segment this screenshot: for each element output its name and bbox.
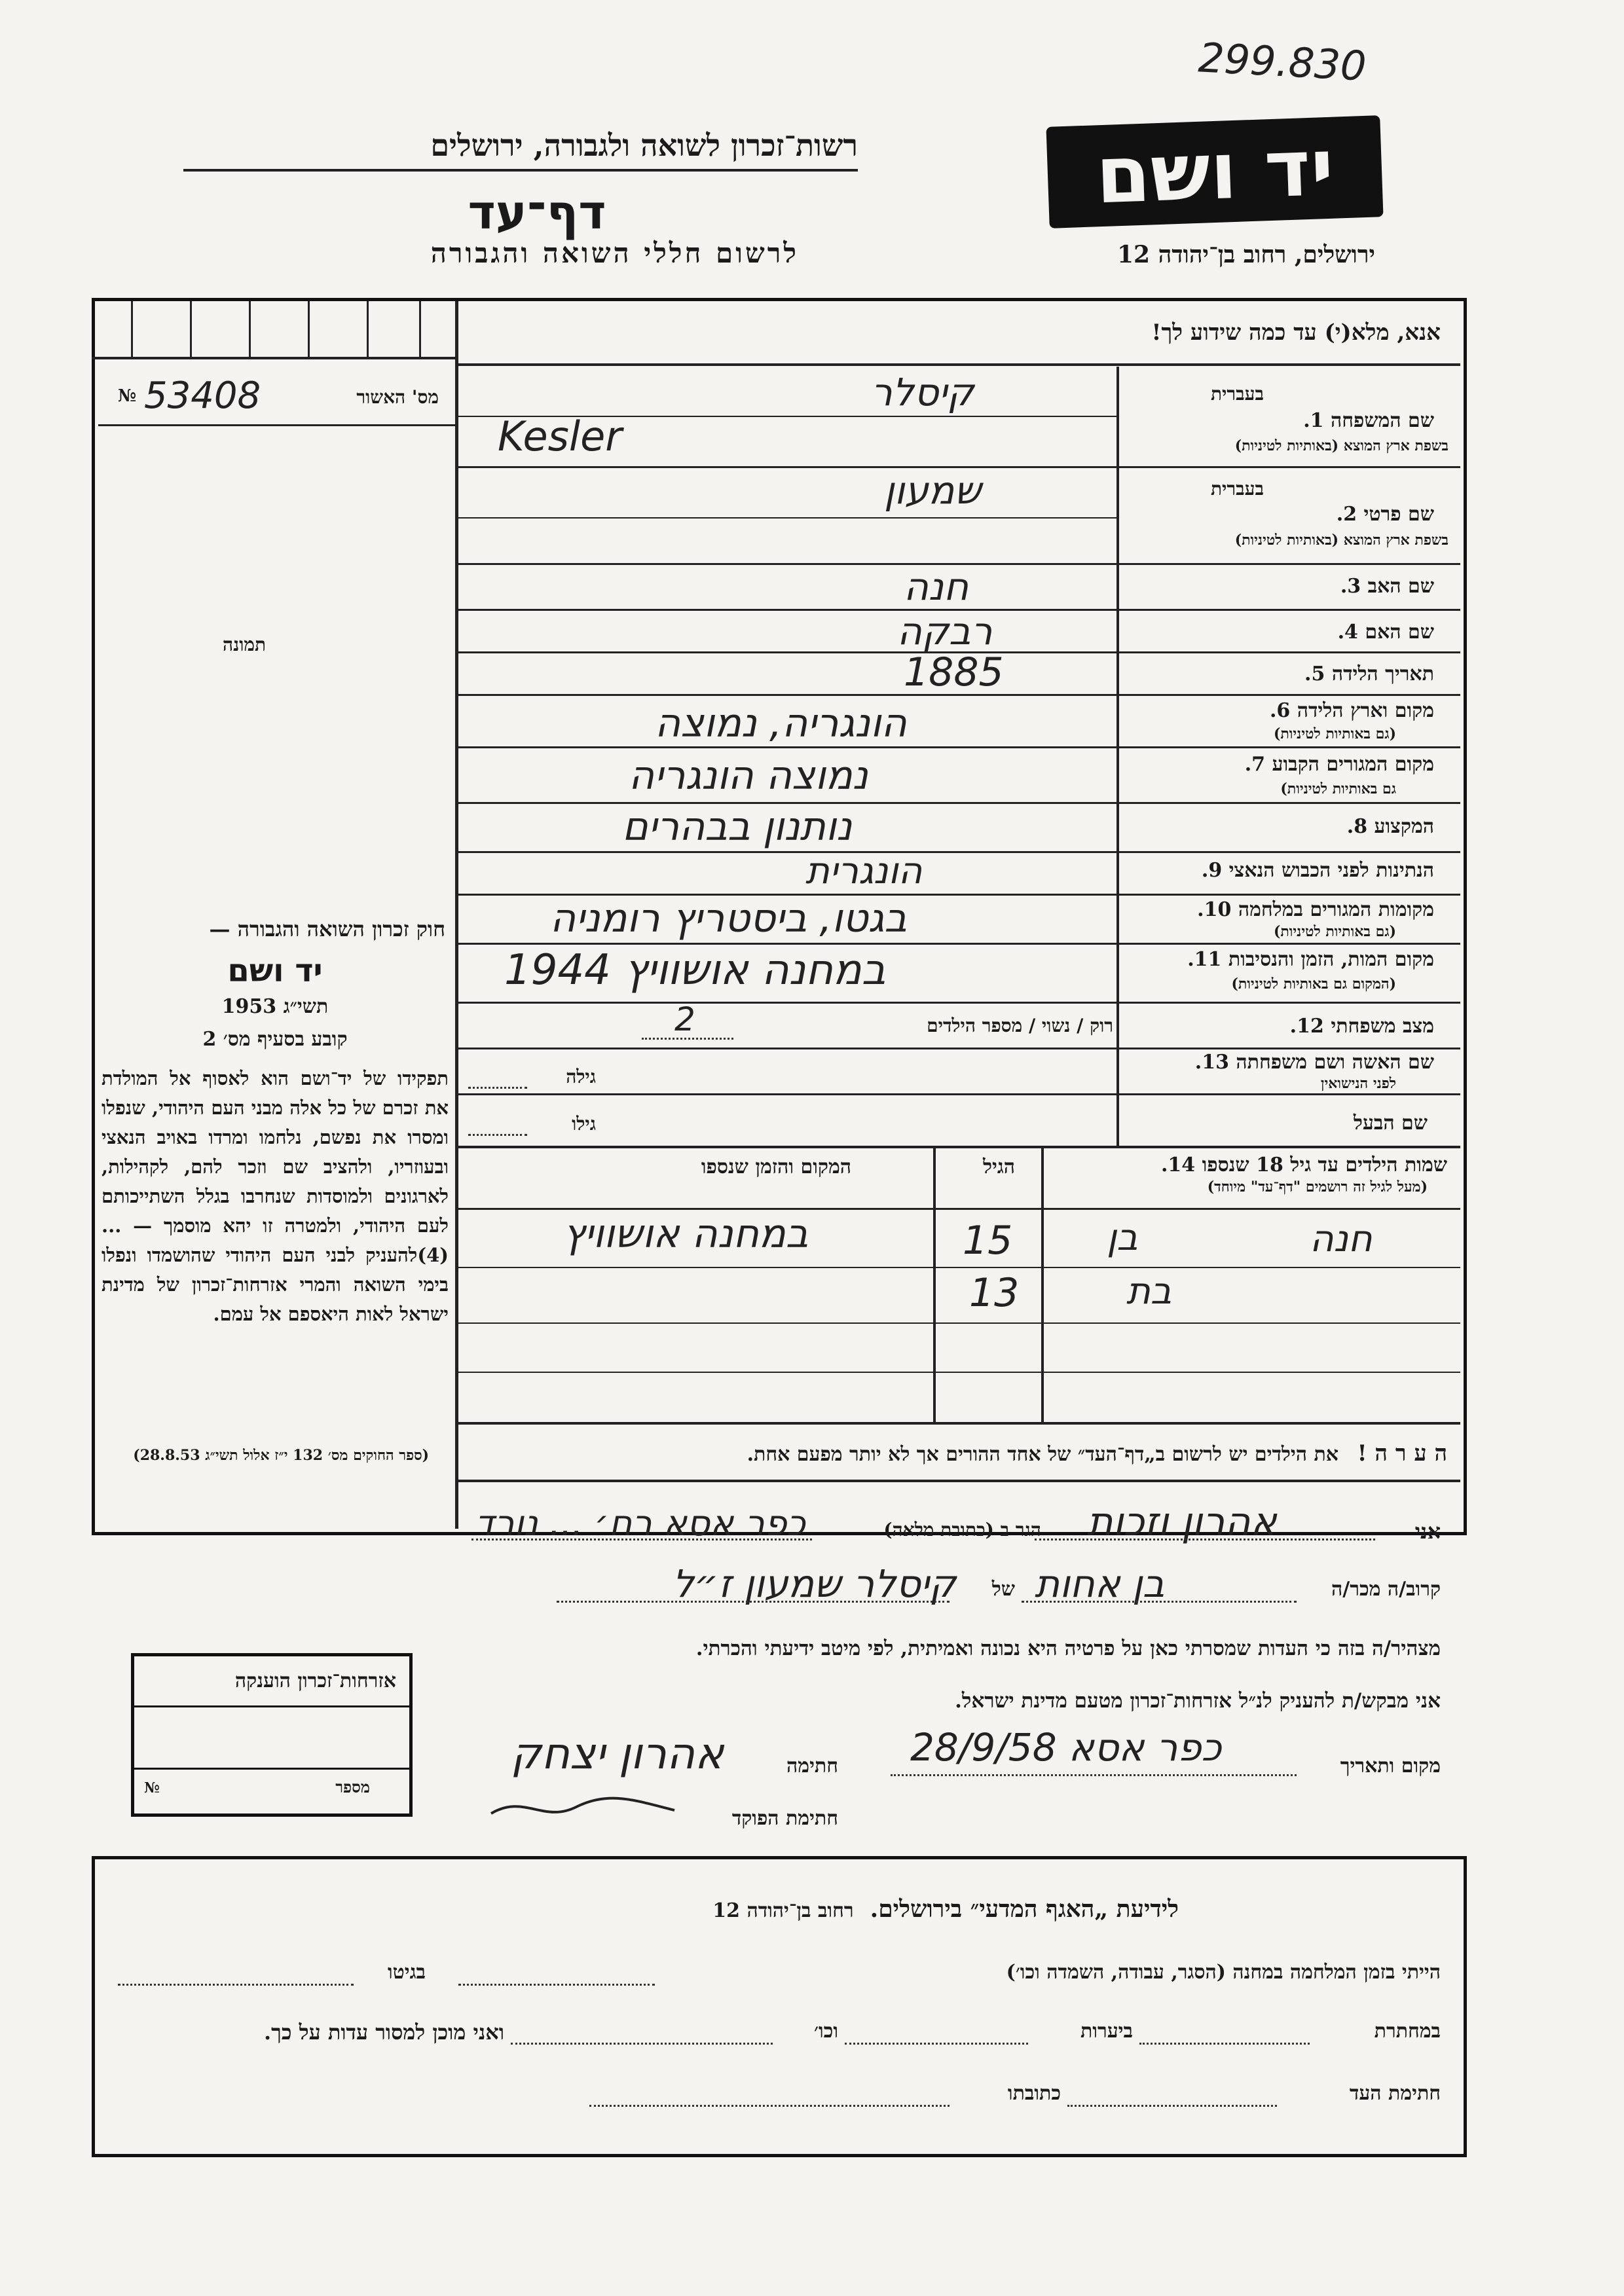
footer-address-label: כתובתו bbox=[1007, 2082, 1061, 2105]
archive-number: 299.830 bbox=[1197, 33, 1368, 90]
field-5-value: 1885 bbox=[904, 649, 1004, 695]
footer-witness-signature-label: חתימת העד bbox=[1349, 2082, 1441, 2105]
field-8-label: המקצוע 8. bbox=[1346, 815, 1434, 838]
child-1-place: במחנה אושוויץ bbox=[563, 1211, 809, 1257]
husband-name-label: שם הבעל bbox=[1353, 1112, 1428, 1135]
field-1-sublabel: בשפת ארץ המוצא (באותיות לטיניות) bbox=[1234, 437, 1449, 454]
footer-underground-label: במחתרת bbox=[1374, 2020, 1441, 2043]
signature-label: חתימה bbox=[786, 1755, 838, 1777]
header-address: ירושלים, רחוב בן־יהודה 12 bbox=[1116, 241, 1375, 268]
husband-age-label: גילו bbox=[572, 1113, 596, 1135]
field-2-hebrew-label: בעברית bbox=[1210, 478, 1264, 500]
child-1-age: 15 bbox=[963, 1218, 1013, 1264]
registration-label: מס' האשור bbox=[356, 386, 439, 408]
law-year: תשי״ג 1953 bbox=[221, 995, 329, 1018]
footer-forests-label: ביערות bbox=[1080, 2020, 1133, 2043]
children-count: 2 bbox=[674, 1000, 695, 1038]
children-age-header: הגיל bbox=[982, 1156, 1015, 1178]
intro-text: אנא, מלא(י) עד כמה שידוע לך! bbox=[1151, 319, 1441, 346]
field-6-sublabel: (גם באותיות לטיניות) bbox=[1273, 725, 1396, 742]
field-11-sublabel: (המקום גם באותיות לטיניות) bbox=[1231, 975, 1396, 993]
witness-resides-label: הגר ב (כתובת מלאה) bbox=[883, 1519, 1041, 1540]
yad-vashem-logo bbox=[1046, 115, 1383, 228]
field-10-sublabel: (גם באותיות לטיניות) bbox=[1273, 923, 1396, 940]
field-2-value-hebrew: שמעון bbox=[884, 468, 982, 513]
field-11-value: במחנה אושוויץ 1944 bbox=[504, 946, 886, 994]
note-text: את הילדים יש לרשום ב„דף־העד״ של אחד ההורים אך לא יותר מפעם אחת. bbox=[747, 1443, 1339, 1466]
footer-title: לידיעת „האגף המדעי״ בירושלים. רחוב בן־יהודה 12 bbox=[712, 1895, 1179, 1923]
field-6-value: הונגריה, נמוצה bbox=[655, 701, 907, 746]
footer-testimony-label: ואני מוכן למסור עדות על כך. bbox=[263, 2020, 504, 2045]
field-13-label: שם האשה ושם משפחתה 13. bbox=[1194, 1051, 1434, 1074]
law-title: חוק זכרון השואה והגבורה — bbox=[209, 917, 445, 941]
place-date-value: כפר אסא 28/9/58 bbox=[910, 1725, 1222, 1770]
witness-relation: בן אחות bbox=[1035, 1561, 1165, 1606]
field-7-value: נמוצה הונגריה bbox=[629, 753, 868, 799]
note-row bbox=[465, 1440, 1447, 1467]
place-date-label: מקום ותאריך bbox=[1340, 1755, 1441, 1777]
field-7-sublabel: גם באותיות לטיניות) bbox=[1280, 780, 1396, 797]
officer-signature-scribble bbox=[485, 1787, 681, 1827]
child-2-age: 13 bbox=[969, 1270, 1020, 1316]
note-label: ה ע ר ה ! bbox=[1357, 1440, 1447, 1467]
footer-etc-label: וכו׳ bbox=[814, 2020, 838, 2043]
footer-line-1: הייתי בזמן המלחמה במחנה (הסגר, עבודה, השמדה וכו׳) bbox=[1006, 1961, 1441, 1984]
citizenship-number-label: מספר bbox=[335, 1777, 370, 1796]
footer-line-1-end: בגיטו bbox=[387, 1961, 426, 1984]
witness-declaration: מצהיר/ה בזה כי העדות שמסרתי כאן על פרטיה היא נכונה ואמיתית, לפי מיטב ידיעתי והכרתי. bbox=[695, 1637, 1441, 1660]
law-body: תפקידו של יד־ושם הוא לאסוף אל המולדת את זכרם של כל אלה מבני העם היהודי, שנפלו ומסרו את נפשם, נלחמו ומרדו באויב הנאצי ובעוזריו, ולהציב שם וזכר להם, לקהילות, לארגונים ולמוסדות שנחרבו בגלל השתייכותם לעם היהודי, ולמטרה זו יהא מוסמך — ...(4)להעניק לבני העם היהודי שהושמדו ונפלו בימי השואה והמרי אזרחות־זכרון של מדינת ישראל לאות היאספם אל עמם. bbox=[101, 1067, 449, 1325]
field-9-value: הונגרית bbox=[805, 850, 923, 892]
child-2-gender: בת bbox=[1126, 1270, 1172, 1313]
field-12-label: מצב משפחתי 12. bbox=[1289, 1015, 1434, 1038]
citizenship-box bbox=[131, 1653, 413, 1817]
field-8-value: נותנון בבהרים bbox=[622, 804, 853, 850]
witness-of-label: של bbox=[991, 1578, 1015, 1601]
field-3-value: חנה bbox=[904, 564, 969, 609]
witness-name: אהרון וזכות bbox=[1087, 1499, 1277, 1545]
children-place-header: המקום והזמן שנספו bbox=[701, 1156, 851, 1178]
field-11-label: מקום המות, הזמן והנסיבות 11. bbox=[1187, 948, 1434, 971]
officer-signature-label: חתימת הפוקד bbox=[731, 1807, 838, 1830]
form-title: דף־עד bbox=[468, 185, 606, 240]
form-subtitle: לרשום חללי השואה והגבורה bbox=[430, 237, 799, 269]
witness-i-label: אני bbox=[1414, 1519, 1441, 1544]
field-10-label: מקומות המגורים במלחמה 10. bbox=[1197, 898, 1434, 921]
field-7-label: מקום המגורים הקבוע 7. bbox=[1244, 753, 1434, 776]
child-1-name: חנה bbox=[1310, 1218, 1373, 1260]
field-5-label: תאריך הלידה 5. bbox=[1304, 663, 1434, 685]
scribble-svg bbox=[485, 1787, 681, 1827]
field-1-label: שם המשפחה 1. bbox=[1303, 409, 1434, 432]
field-9-label: הנתינות לפני הכבוש הנאצי 9. bbox=[1201, 859, 1434, 882]
witness-of-name: קיסלר שמעון ז״ל bbox=[672, 1561, 956, 1606]
witness-address: כפר אסא רח׳ ... נורד bbox=[475, 1503, 805, 1544]
child-1-gender: בן bbox=[1107, 1216, 1138, 1259]
authority-title: רשות־זכרון לשואה ולגבורה, ירושלים bbox=[430, 128, 858, 163]
law-section: קובע בסעיף מס׳ 2 bbox=[202, 1028, 348, 1051]
field-1-hebrew-label: בעברית bbox=[1210, 383, 1264, 405]
field-14-sublabel: (מעל לגיל זה רושמים "דף־עד" מיוחד) bbox=[1207, 1178, 1428, 1195]
wife-age-label: גילה bbox=[566, 1066, 596, 1087]
field-4-label: שם האם 4. bbox=[1337, 621, 1434, 644]
field-4-value: רבקה bbox=[897, 609, 993, 653]
field-1-value-latin: Kesler bbox=[498, 412, 622, 460]
registration-no-symbol: № bbox=[118, 386, 137, 406]
field-1-value-hebrew: קיסלר bbox=[871, 370, 974, 414]
photo-label: תמונה bbox=[223, 634, 267, 655]
witness-signature: אהרון יצחק bbox=[511, 1728, 724, 1779]
field-6-label: מקום וארץ הלידה 6. bbox=[1269, 699, 1434, 722]
citizenship-title: אזרחות־זכרון הוענקה bbox=[234, 1669, 396, 1692]
field-13-sublabel: לפני הנישואין bbox=[1320, 1075, 1396, 1092]
witness-relative-label: קרוב/ה מכר/ה bbox=[1331, 1578, 1441, 1601]
field-2-sublabel: בשפת ארץ המוצא (באותיות לטיניות) bbox=[1234, 532, 1449, 549]
logo-text: יד ושם bbox=[1094, 122, 1336, 222]
field-14-label: שמות הילדים עד גיל 18 שנספו 14. bbox=[1160, 1154, 1447, 1176]
law-citation: (ספר החוקים מס׳ 132 י״ז אלול תשי״ג 28.8.53) bbox=[133, 1447, 429, 1464]
field-10-value: בגטו, ביסטריץ רומניה bbox=[550, 896, 908, 941]
marital-status-options: רוק / נשוי / מספר הילדים bbox=[927, 1015, 1113, 1036]
citizenship-no-symbol: № bbox=[144, 1779, 160, 1796]
field-3-label: שם האב 3. bbox=[1340, 575, 1434, 598]
registration-number: 53408 bbox=[144, 374, 261, 417]
law-logo: יד ושם bbox=[227, 953, 323, 989]
field-2-label: שם פרטי 2. bbox=[1336, 503, 1434, 526]
witness-request: אני מבקש/ת להעניק לנ״ל אזרחות־זכרון מטעם מדינת ישראל. bbox=[955, 1689, 1441, 1713]
